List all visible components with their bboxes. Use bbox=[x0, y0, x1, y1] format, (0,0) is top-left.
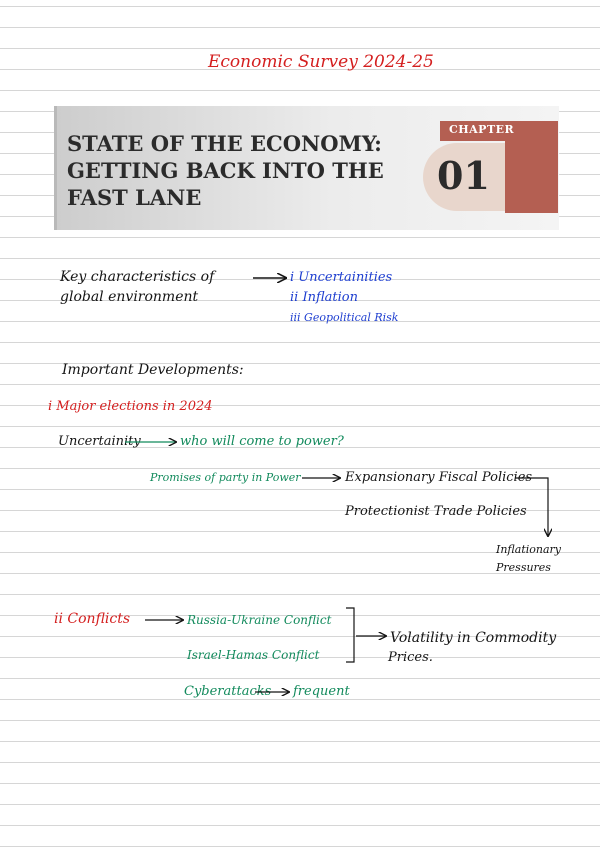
cyberattacks-result: frequent bbox=[293, 684, 350, 699]
conflict-russia-ukraine: Russia-Ukraine Conflict bbox=[187, 613, 332, 627]
uncertainty-label: Uncertainity bbox=[58, 434, 141, 449]
key-characteristics-label-line2: global environment bbox=[60, 289, 199, 305]
section-conflicts-title: ii Conflicts bbox=[54, 611, 131, 627]
power-question: who will come to power? bbox=[180, 434, 344, 449]
volatility-label-line2: Prices. bbox=[388, 650, 433, 665]
inflation-label-line1: Inflationary bbox=[496, 543, 562, 556]
conflict-israel-hamas: Israel-Hamas Conflict bbox=[187, 648, 320, 662]
cyberattacks-label: Cyberattacks bbox=[184, 684, 272, 699]
characteristic-item-3: iii Geopolitical Risk bbox=[290, 311, 399, 324]
chapter-number: 01 bbox=[437, 153, 490, 198]
fiscal-policies-label: Expansionary Fiscal Policies bbox=[345, 470, 533, 485]
arrow-inflation bbox=[515, 478, 548, 536]
key-characteristics-label-line1: Key characteristics of bbox=[60, 269, 215, 285]
conflict-bracket bbox=[346, 608, 354, 662]
inflation-label-line2: Pressures bbox=[496, 561, 551, 574]
characteristic-item-1: i Uncertainities bbox=[290, 270, 393, 285]
chapter-label: CHAPTER bbox=[449, 123, 515, 136]
section-elections-title: i Major elections in 2024 bbox=[48, 399, 213, 414]
banner-title: STATE OF THE ECONOMY: GETTING BACK INTO THE FAST LANE bbox=[67, 131, 384, 210]
trade-policies-label: Protectionist Trade Policies bbox=[345, 504, 527, 519]
characteristic-item-2: ii Inflation bbox=[290, 290, 358, 305]
developments-heading: Important Developments: bbox=[62, 362, 244, 378]
volatility-label-line1: Volatility in Commodity bbox=[390, 630, 557, 646]
promises-label: Promises of party in Power bbox=[150, 471, 301, 484]
page-title: Economic Survey 2024-25 bbox=[208, 52, 434, 72]
